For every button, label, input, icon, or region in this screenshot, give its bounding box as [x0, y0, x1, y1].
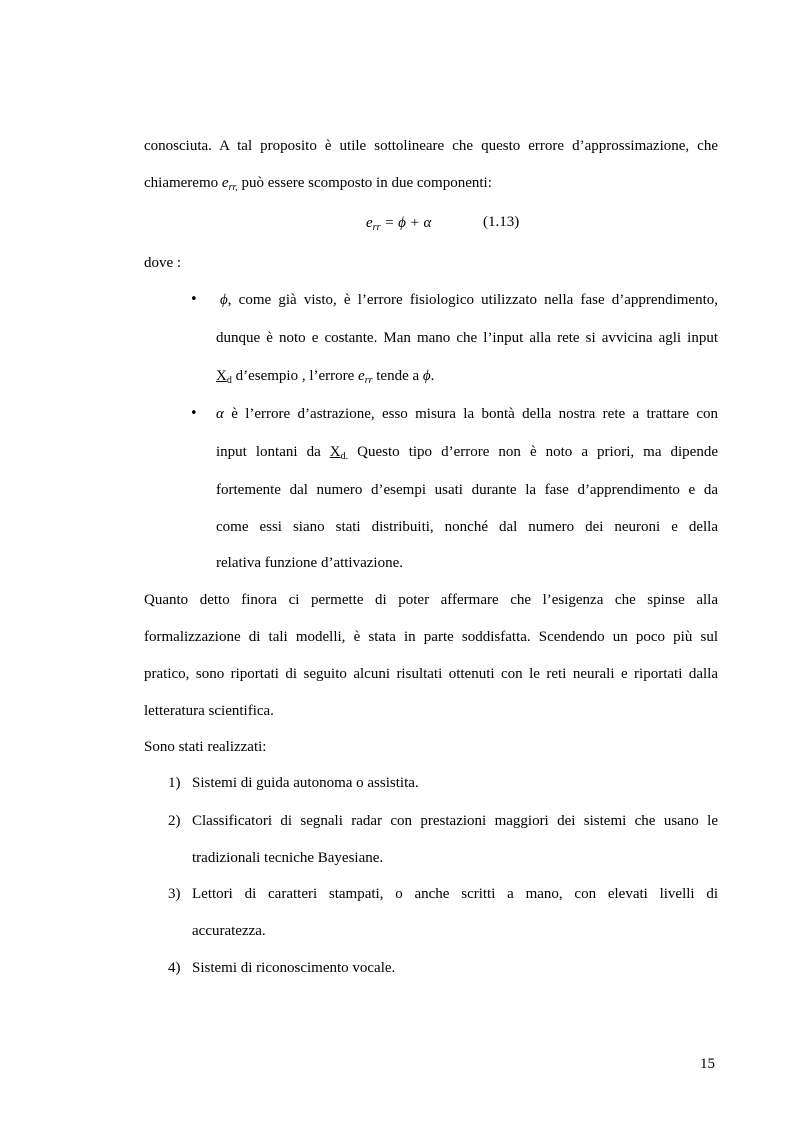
page-number: 15 — [700, 1056, 715, 1072]
variable-e: e — [358, 368, 365, 384]
equation-lhs-subscript: rr — [372, 222, 381, 233]
bullet-line: fortemente dal numero d’esempi usati durante la fase d’apprendimento e da — [216, 482, 718, 498]
list-item: Classificatori di segnali radar con prestazioni maggiori dei sistemi che usano le — [192, 813, 718, 829]
bullet-line: come essi siano stati distribuiti, nonché dal numero dei neuroni e della — [216, 519, 718, 535]
bullet-line — [216, 367, 718, 387]
paragraph-line — [144, 174, 718, 194]
paragraph-line: letteratura scientifica. — [144, 703, 274, 719]
alpha-symbol: α — [216, 406, 224, 422]
x-letter: X — [216, 368, 227, 384]
paragraph-line: formalizzazione di tali modelli, è stata in parte soddisfatta. Scendendo un poco più sul — [144, 629, 718, 645]
equation-number: (1.13) — [483, 214, 520, 230]
variable-e: e — [221, 175, 229, 191]
bullet-icon: • — [190, 406, 198, 421]
text-run: chiameremo — [144, 175, 222, 191]
variable-subscript: rr — [364, 375, 373, 386]
realized-intro: Sono stati realizzati: — [144, 739, 267, 755]
bullet-line — [216, 291, 718, 309]
bullet-icon: • — [190, 292, 198, 307]
list-number: 2) — [168, 813, 181, 829]
list-number: 3) — [168, 886, 181, 902]
paragraph-line: Quanto detto finora ci permette di poter affermare che l’esigenza che spinse alla — [144, 592, 718, 608]
equation-lhs: e — [366, 215, 373, 231]
variable-subscript: rr, — [228, 182, 238, 193]
bullet-line: dunque è noto e costante. Man mano che l’input alla rete si avvicina agli input — [216, 330, 718, 346]
list-item: Sistemi di guida autonoma o assistita. — [192, 775, 419, 791]
paragraph-line: pratico, sono riportati di seguito alcuni risultati ottenuti con le reti neurali e riportati dalla — [144, 666, 718, 682]
phi-symbol: ϕ — [422, 368, 431, 384]
text-run: Questo tipo d’errore non è noto a priori, ma dipende — [348, 444, 719, 460]
list-number: 1) — [168, 775, 181, 791]
list-item: accuratezza. — [192, 923, 266, 939]
equation — [366, 214, 431, 234]
text-run: . — [430, 368, 435, 384]
x-subscript: d — [226, 375, 232, 386]
list-item: Sistemi di riconoscimento vocale. — [192, 960, 396, 976]
text-run: è l’errore d’astrazione, esso misura la bontà della nostra rete a trattare con — [223, 406, 718, 422]
bullet-line: relativa funzione d’attivazione. — [216, 555, 403, 571]
list-item: tradizionali tecniche Bayesiane. — [192, 850, 384, 866]
text-run: può essere scomposto in due componenti: — [237, 175, 492, 191]
equation-rhs: = ϕ + α — [380, 215, 432, 231]
x-letter: X — [329, 444, 341, 460]
bullet-line — [216, 443, 718, 463]
text-run: tende a — [372, 368, 423, 384]
text-run: input lontani da — [216, 444, 330, 460]
x-subscript: d. — [340, 451, 349, 462]
list-number: 4) — [168, 960, 181, 976]
paragraph-line: conosciuta. A tal proposito è utile sottolineare che questo errore d’approssimazione, che — [144, 138, 718, 154]
list-item: Lettori di caratteri stampati, o anche scritti a mano, con elevati livelli di — [192, 886, 718, 902]
bullet-line — [216, 405, 718, 423]
text-run: , come già visto, è l’errore fisiologico utilizzato nella fase d’apprendimento, — [227, 292, 718, 308]
phi-symbol: ϕ — [220, 292, 228, 308]
dove-label: dove : — [144, 255, 182, 271]
text-run: d’esempio , l’errore — [231, 368, 359, 384]
